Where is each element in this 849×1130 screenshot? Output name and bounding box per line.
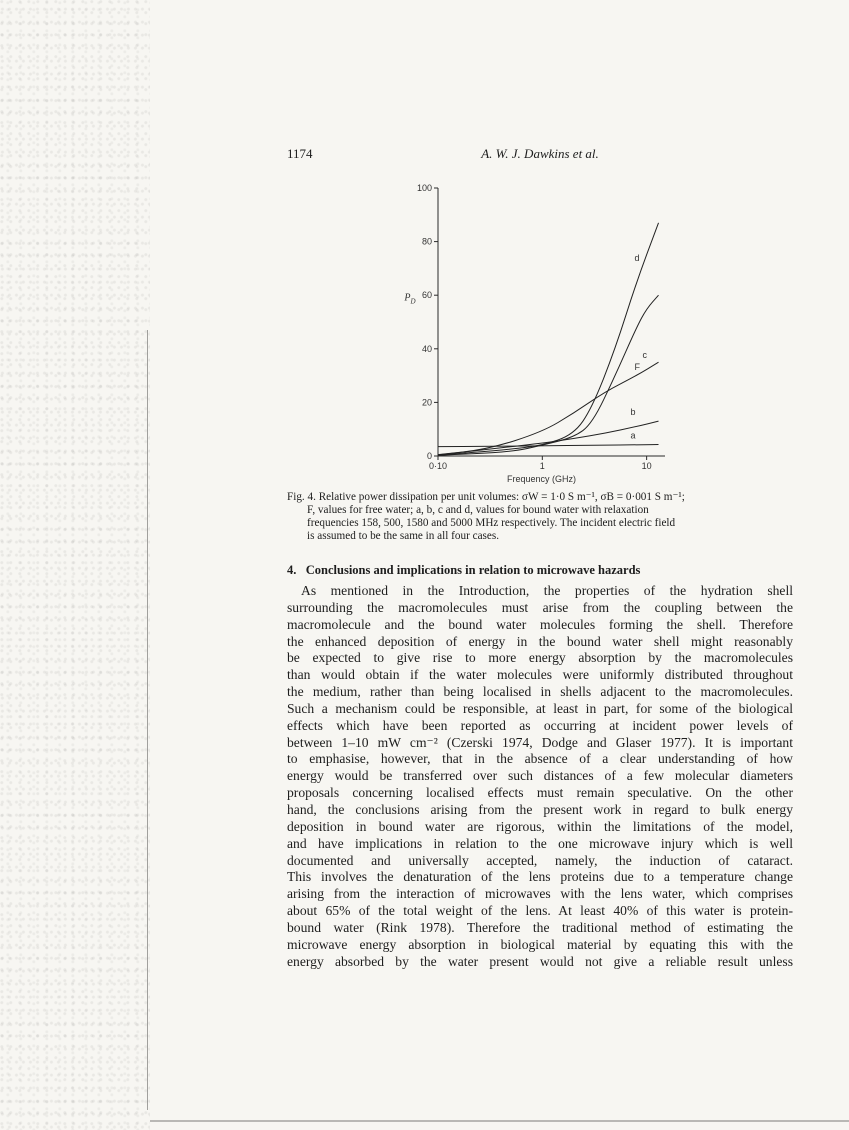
- body-line: between 1–10 mW cm⁻² (Czerski 1974, Dodge and Glaser 1977). It is important: [287, 734, 793, 750]
- figure-caption: [287, 491, 793, 543]
- scan-noise: [0, 0, 150, 1130]
- caption-label: Fig. 4.: [287, 491, 316, 503]
- body-line: the enhanced deposition of energy in the bound water shell might reasonably: [287, 633, 793, 649]
- section-title: Conclusions and implications in relation to microwave hazards: [305, 563, 641, 577]
- binding-shadow: [147, 330, 148, 1110]
- series-line-c: [438, 362, 659, 454]
- body-line: and have implications in relation to the one microwave injury which is well: [287, 835, 793, 851]
- scan-bottom-edge: [150, 1120, 849, 1122]
- series-line-a: [438, 444, 659, 446]
- section-number: 4.: [287, 563, 297, 577]
- y-tick-label: 40: [421, 343, 432, 354]
- body-line: This involves the denaturation of the lens proteins due to a temperature change: [287, 869, 793, 885]
- caption-line-1: Relative power dissipation per unit volumes: σW = 1·0 S m⁻¹, σB = 0·001 S m⁻¹;: [318, 491, 685, 503]
- body-line: be expected to give rise to more energy absorption by the macromolecules: [287, 650, 793, 666]
- x-tick-label: 1: [539, 461, 545, 471]
- series-line-F: [438, 295, 659, 455]
- body-line: about 65% of the total weight of the lens. At least 40% of this water is protein-: [287, 903, 793, 919]
- body-line: documented and universally accepted, namely, the induction of cataract.: [287, 852, 793, 868]
- caption-line-2: F, values for free water; a, b, c and d, values for bound water with relaxation: [307, 504, 649, 516]
- x-tick-label: 0·10: [428, 461, 448, 471]
- series-label-a: a: [630, 430, 636, 441]
- series-line-d: [438, 223, 659, 455]
- section-heading: [287, 563, 793, 578]
- page-header: [287, 146, 793, 166]
- body-line: As mentioned in the Introduction, the properties of the hydration shell: [301, 583, 793, 598]
- y-tick-label: 60: [421, 290, 432, 301]
- body-line: the medium, rather than being localised in shells adjacent to the macromolecules.: [287, 684, 793, 700]
- body-line: microwave energy absorption in biological material by equating this with the: [287, 936, 793, 952]
- series-label-d: d: [634, 252, 640, 263]
- body-line: bound water (Rink 1978). Therefore the traditional method of estimating the: [287, 919, 793, 935]
- body-line: surrounding the macromolecules must arise from the coupling between the: [287, 599, 793, 615]
- body-line: proposals concerning localised effects must remain speculative. On the other: [287, 785, 793, 801]
- series-label-F: F: [634, 362, 641, 373]
- body-line: arising from the interaction of microwaves with the lens water, which comprises: [287, 886, 793, 902]
- body-line: energy would be transferred over such distances of a few molecular diameters: [287, 768, 793, 784]
- body-line: deposition in bound water are rigorous, within the limitations of the model,: [287, 818, 793, 834]
- page-number: 1174: [287, 146, 313, 161]
- y-tick-label: 100: [416, 183, 432, 193]
- body-line: hand, the conclusions arising from the present work in regard to bulk energy: [287, 801, 793, 817]
- figure-4-chart: [380, 178, 680, 488]
- body-line: to emphasise, however, that in the absence of a clear understanding of how: [287, 751, 793, 767]
- x-tick-label: 10: [641, 461, 652, 471]
- body-line: Such a mechanism could be responsible, at least in part, for some of the biological: [287, 700, 793, 716]
- x-axis-label: Frequency (GHz): [506, 474, 577, 484]
- series-label-b: b: [630, 407, 636, 418]
- y-tick-label: 80: [421, 236, 432, 247]
- caption-line-4: is assumed to be the same in all four cases.: [307, 530, 500, 542]
- body-paragraph: [287, 583, 793, 970]
- y-axis-label: $P_D$: [404, 292, 416, 306]
- y-tick-label: 0: [426, 451, 432, 461]
- y-tick-label: 20: [421, 397, 432, 408]
- running-head: A. W. J. Dawkins et al.: [481, 146, 599, 161]
- body-line: than would obtain if the water molecules were uniformly distributed throughout: [287, 667, 793, 683]
- body-line: energy absorbed by the water present would not give a reliable result unless: [287, 953, 793, 969]
- series-label-c: c: [642, 350, 648, 361]
- series-line-b: [438, 421, 659, 455]
- body-line: macromolecule and the bound water molecules forming the shell. Therefore: [287, 616, 793, 632]
- caption-line-3: frequencies 158, 500, 1580 and 5000 MHz respectively. The incident electric field: [307, 517, 676, 529]
- body-line: effects which have been reported as occurring at incident power levels of: [287, 717, 793, 733]
